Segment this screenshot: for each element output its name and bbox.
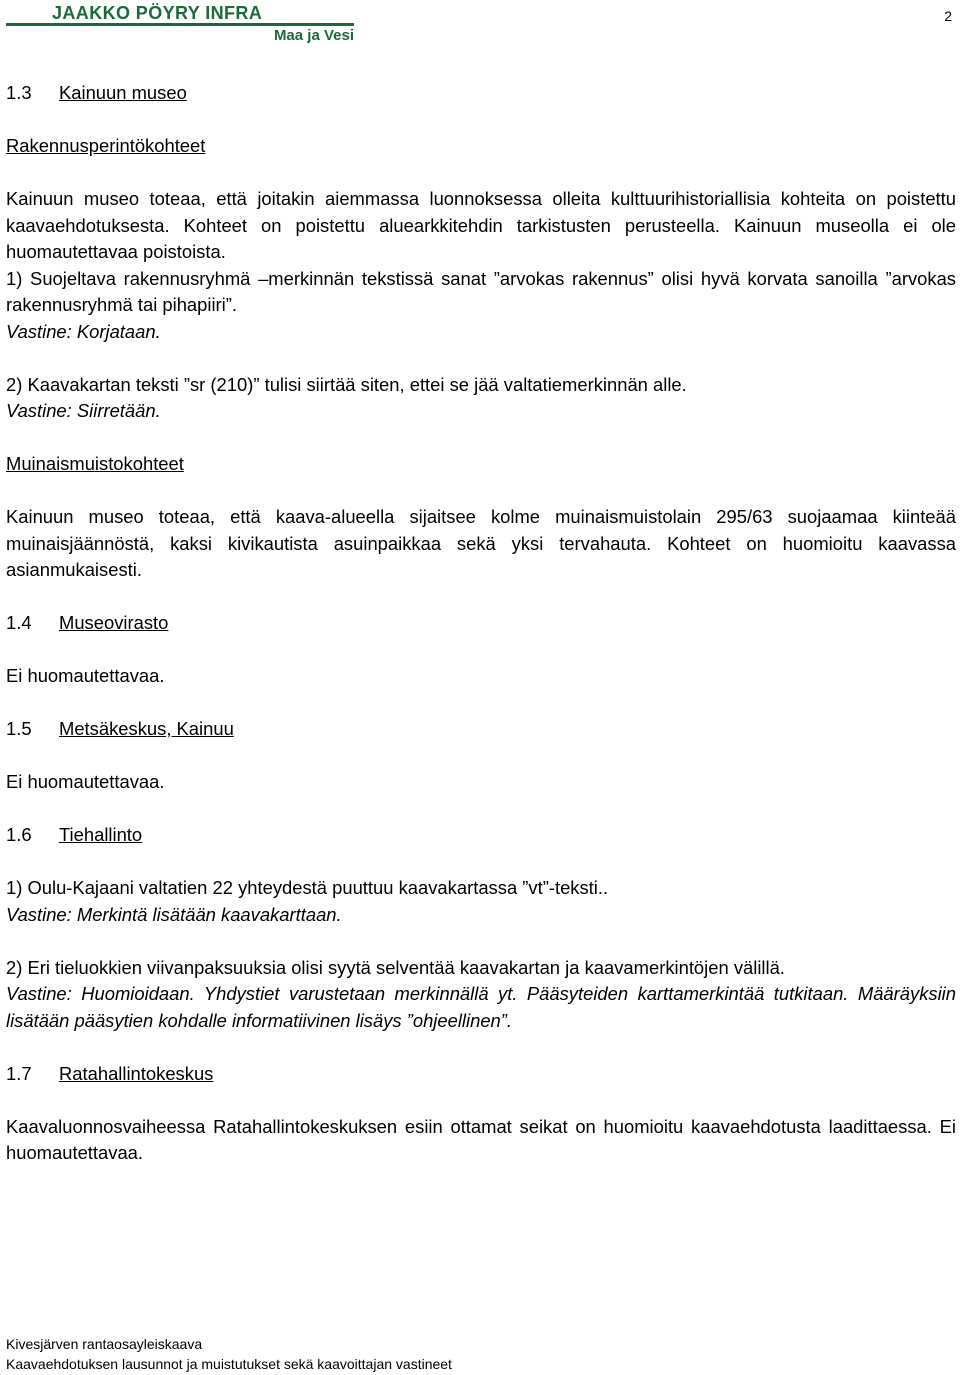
page-footer xyxy=(6,1334,452,1374)
document-body xyxy=(6,80,956,1167)
response-text: Vastine: Huomioidaan. Yhdystiet varustetaan merkinnällä yt. Pääsyteiden karttamerkintää tutkitaan. Määräyksiin lisätään pääsytien kohdalle informatiivinen lisäys ”ohjeellinen”. xyxy=(6,983,956,1031)
footer-document-title: Kivesjärven rantaosayleiskaava xyxy=(6,1336,203,1352)
footer-document-subtitle: Kaavaehdotuksen lausunnot ja muistutukset sekä kaavoittajan vastineet xyxy=(6,1356,452,1372)
section-title: Ratahallintokeskus xyxy=(59,1062,214,1084)
section-title: Tiehallinto xyxy=(59,824,143,845)
section-number: 1.5 xyxy=(6,718,32,739)
comment-item: 2) Kaavakartan teksti ”sr (210)” tulisi siirtää siten, ettei se jää valtatiemerkinnän alle. xyxy=(6,373,687,395)
section-number: 1.6 xyxy=(6,824,32,845)
page-number: 2 xyxy=(944,8,952,24)
logo-name: JAAKKO PÖYRY INFRA xyxy=(52,3,263,23)
section-heading-1-5 xyxy=(6,716,956,743)
paragraph: Kainuun museo toteaa, että kaava-alueella sijaitsee kolme muinaismuistolain 295/63 suojaamaa kiinteää muinaisjäännöstä, kaksi kivikautista asuinpaikkaa sekä yksi tervahauta. Kohteet on huomioitu kaavassa asianmukaisesti. xyxy=(6,506,956,580)
section-number: 1.4 xyxy=(6,612,32,633)
section-number: 1.7 xyxy=(6,1062,32,1084)
paragraph: Kainuun museo toteaa, että joitakin aiemmassa luonnoksessa olleita kulttuurihistoriallisia kohteita on poistettu kaavaehdotuksesta. Kohteet on poistettu aluearkkitehdin tarkistusten perusteella. Kainuun museolla ei ole huomautettavaa poistoista. xyxy=(6,188,956,262)
response-text: Vastine: Merkintä lisätään kaavakarttaan. xyxy=(6,903,342,925)
section-heading-1-6 xyxy=(6,822,956,849)
response-text: Vastine: Siirretään. xyxy=(6,400,161,421)
response-text: Vastine: Korjataan. xyxy=(6,320,161,342)
paragraph: Ei huomautettavaa. xyxy=(6,771,165,792)
comment-item: 1) Oulu-Kajaani valtatien 22 yhteydestä puuttuu kaavakartassa ”vt”-teksti.. xyxy=(6,877,609,898)
section-heading-1-4 xyxy=(6,610,956,637)
section-heading-1-3 xyxy=(6,80,956,107)
company-logo xyxy=(6,4,354,46)
section-number: 1.3 xyxy=(6,82,32,103)
section-heading-1-7 xyxy=(6,1061,956,1088)
subheading-rakennusperinto: Rakennusperintökohteet xyxy=(6,135,206,156)
section-title: Metsäkeskus, Kainuu xyxy=(59,718,234,739)
section-title: Kainuun museo xyxy=(59,82,187,103)
section-title: Museovirasto xyxy=(59,612,169,633)
page-header xyxy=(6,4,956,46)
comment-item: 1) Suojeltava rakennusryhmä –merkinnän tekstissä sanat ”arvokas rakennus” olisi hyvä korvata sanoilla ”arvokas rakennusryhmä tai pihapiiri”. xyxy=(6,267,956,315)
subheading-muinaismuisto: Muinaismuistokohteet xyxy=(6,453,184,474)
paragraph: Kaavaluonnosvaiheessa Ratahallintokeskuksen esiin ottamat seikat on huomioitu kaavaehdotusta laadittaessa. Ei huomautettavaa. xyxy=(6,1115,956,1163)
paragraph: Ei huomautettavaa. xyxy=(6,665,165,686)
logo-subtitle: Maa ja Vesi xyxy=(273,27,354,44)
comment-item: 2) Eri tieluokkien viivanpaksuuksia olisi syytä selventää kaavakartan ja kaavamerkintöjen välillä. xyxy=(6,956,785,978)
